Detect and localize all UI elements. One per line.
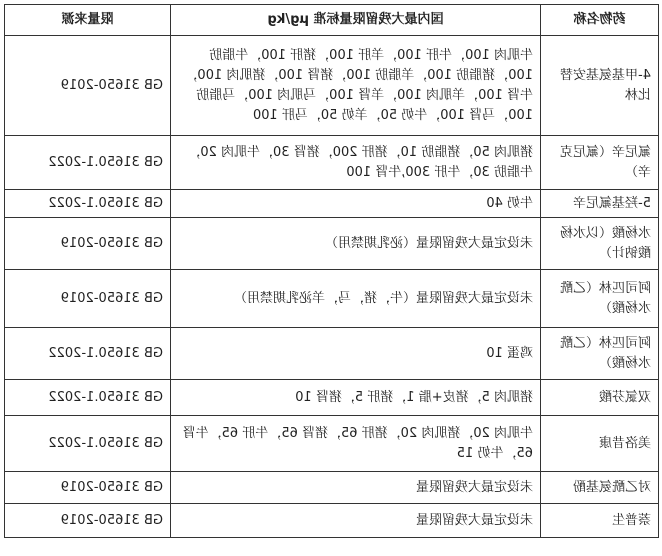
limit-value: 鸡蛋 10: [171, 328, 541, 380]
drug-name: 萘普生: [541, 504, 659, 538]
limit-value: 牛肌肉 100，牛肝 100，羊肝 100，猪肝 100，牛脂肪 100，猪脂肪 100，羊脂肪 100，猪肾 100，猪肌肉 100，牛肾 100，羊肌肉 100，羊肾 100，马肌肉 100，马脂肪 100，马肾 100，牛奶 50，羊奶 50，马肝 100: [171, 36, 541, 136]
header-row: [5, 5, 659, 36]
drug-name: 水杨酸（以水杨酸钠计）: [541, 218, 659, 270]
table-row: [5, 504, 659, 538]
limit-value: 未设定最大残留限量（泌乳期禁用）: [171, 218, 541, 270]
header-limit: 国内最大残留限量标准 μg/kg: [171, 5, 541, 36]
header-drug: 药物名称: [541, 5, 659, 36]
drug-name: 氟尼辛（氟尼克辛）: [541, 136, 659, 190]
limit-value: 未设定最大残留限量: [171, 472, 541, 504]
drug-name: 5-羟基氟尼辛: [541, 190, 659, 218]
limit-source: GB 31650-2019: [5, 504, 171, 538]
limit-source: GB 31650-2019: [5, 36, 171, 136]
table-row: [5, 380, 659, 416]
limit-source: GB 31650.1-2022: [5, 328, 171, 380]
drug-name: 阿司匹林（乙酰水杨酸）: [541, 328, 659, 380]
limit-value: 未设定最大残留限量（牛，猪，马，羊泌乳期禁用）: [171, 270, 541, 328]
limit-source: GB 31650.1-2022: [5, 190, 171, 218]
limit-value: 牛奶 40: [171, 190, 541, 218]
drug-name: 阿司匹林（乙酰水杨酸）: [541, 270, 659, 328]
table-row: [5, 36, 659, 136]
table-row: [5, 218, 659, 270]
limit-value: 牛肌肉 20，猪肌肉 20，猪肝 65，猪肾 65，牛肝 65，牛肾 65，牛奶 15: [171, 416, 541, 472]
limit-value: 未设定最大残留限量: [171, 504, 541, 538]
residue-limit-table: [4, 4, 659, 538]
drug-name: 双氯芬酸: [541, 380, 659, 416]
limit-source: GB 31650.1-2022: [5, 380, 171, 416]
drug-name: 4-甲基氨基安替比林: [541, 36, 659, 136]
table-row: [5, 136, 659, 190]
header-source: 限量来源: [5, 5, 171, 36]
limit-value: 猪肌肉 50，猪脂肪 10，猪肝 200，猪肾 30，牛肌肉 20，牛脂肪 30，牛肝 300,牛肾 100: [171, 136, 541, 190]
limit-source: GB 31650.1-2022: [5, 136, 171, 190]
table-row: [5, 416, 659, 472]
drug-name: 对乙酰氨基酚: [541, 472, 659, 504]
table-row: [5, 472, 659, 504]
table-row: [5, 328, 659, 380]
drug-name: 美洛昔康: [541, 416, 659, 472]
table-row: [5, 270, 659, 328]
limit-value: 猪肌肉 5，猪皮+脂 1，猪肝 5，猪肾 10: [171, 380, 541, 416]
limit-source: GB 31650.1-2022: [5, 416, 171, 472]
limit-source: GB 31650-2019: [5, 472, 171, 504]
table-row: [5, 190, 659, 218]
limit-source: GB 31650-2019: [5, 218, 171, 270]
limit-source: GB 31650-2019: [5, 270, 171, 328]
